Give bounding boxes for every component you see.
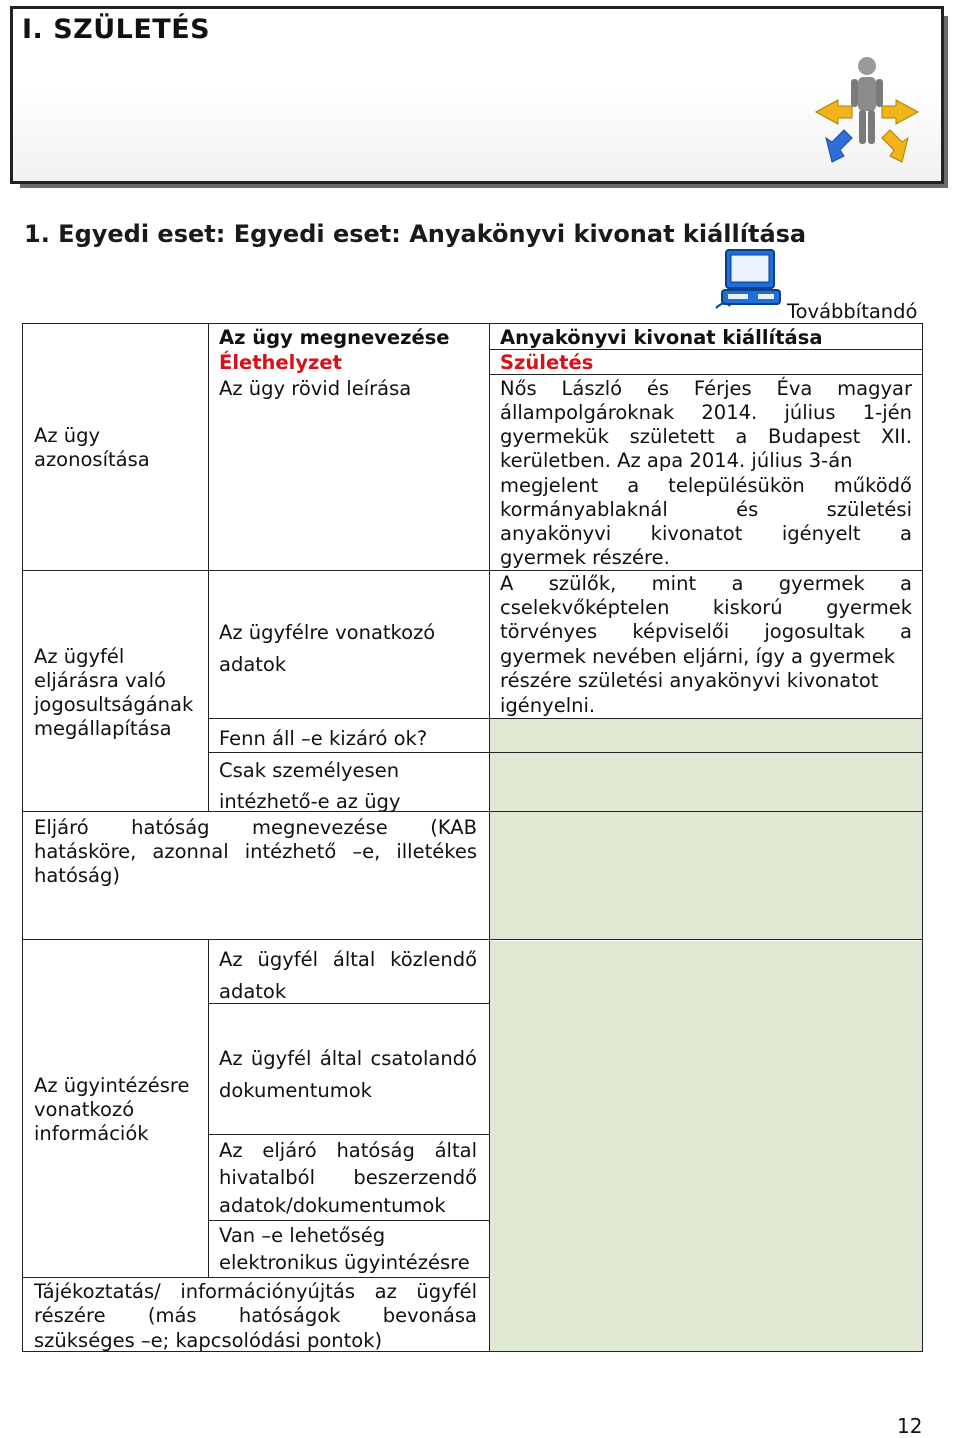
case-description-line1: Nős László és Férjes Éva magyar <box>500 377 912 400</box>
case-description-line5: megjelent a településükön működő <box>500 474 912 497</box>
answer-cell-authority <box>490 812 922 939</box>
group-label-procedure-line2: vonatkozó <box>34 1098 135 1121</box>
case-description-line2: állampolgároknak 2014. július 1-jén <box>500 401 912 424</box>
authority-label-line3: hatóság) <box>34 864 120 887</box>
case-name-label: Az ügy megnevezése <box>219 326 450 349</box>
group-label-procedure-line1: Az ügyintézésre <box>34 1074 190 1097</box>
group-label-case-id-line2: azonosítása <box>34 448 150 471</box>
section-heading: 1. Egyedi eset: Egyedi eset: Anyakönyvi kivonat kiállítása <box>24 220 807 248</box>
chapter-title: I. SZÜLETÉS <box>22 14 211 45</box>
client-data-line2: cselekvőképtelen kiskorú gyermek <box>500 596 912 619</box>
client-data-line3: törvényes képviselői jogosultak a <box>500 620 912 643</box>
answer-cell-procedure-info <box>490 941 922 1351</box>
case-description-line7: anyakönyvi kivonatot igényelt a <box>500 522 912 545</box>
case-description-line4: kerületben. Az apa 2014. július 3-án <box>500 449 853 472</box>
computer-terminal-icon <box>712 246 784 316</box>
client-data-line6: igényelni. <box>500 694 596 717</box>
personal-only-label-line1: Csak személyesen <box>219 759 400 782</box>
page-number: 12 <box>897 1414 923 1438</box>
person-at-crossroads-arrows-icon <box>808 50 926 168</box>
client-data-line4: gyermek nevében eljárni, így a gyermek <box>500 645 896 668</box>
client-provided-data-label-line2: adatok <box>219 980 287 1003</box>
client-data-line5: részére születési anyakönyvi kivonatot <box>500 669 879 692</box>
group-label-procedure-line3: információk <box>34 1122 149 1145</box>
client-data-label-line1: Az ügyfélre vonatkozó <box>219 621 436 644</box>
officially-obtained-label-line1: Az eljáró hatóság által <box>219 1139 477 1162</box>
case-description-line3: gyermekük született a Budapest XII. <box>500 425 912 448</box>
officially-obtained-label-line2: hivatalból beszerzendő <box>219 1166 477 1189</box>
group-label-client-line4: megállapítása <box>34 717 172 740</box>
life-situation-value: Születés <box>500 351 594 374</box>
answer-cell-personal <box>490 753 922 811</box>
information-label-line2: részére (más hatóságok bevonása <box>34 1304 477 1327</box>
case-description-label: Az ügy rövid leírása <box>219 377 412 400</box>
electronic-option-label-line1: Van –e lehetőség <box>219 1224 386 1247</box>
case-description-line8: gyermek részére. <box>500 546 670 569</box>
group-label-client-line1: Az ügyfél <box>34 645 125 668</box>
case-description-line6: kormányablaknál és születési <box>500 498 912 521</box>
group-label-client-line2: eljárásra való <box>34 669 166 692</box>
life-situation-label: Élethelyzet <box>219 351 342 374</box>
information-label-line1: Tájékoztatás/ információnyújtás az ügyfél <box>34 1280 477 1303</box>
electronic-option-label-line2: elektronikus ügyintézésre <box>219 1251 470 1274</box>
group-label-client-line3: jogosultságának <box>34 693 194 716</box>
group-label-case-id-line1: Az ügy <box>34 424 101 447</box>
attached-documents-label-line2: dokumentumok <box>219 1079 372 1102</box>
case-name-value: Anyakönyvi kivonat kiállítása <box>500 326 823 349</box>
information-label-line3: szükséges –e; kapcsolódási pontok) <box>34 1329 383 1352</box>
officially-obtained-label-line3: adatok/dokumentumok <box>219 1194 446 1217</box>
authority-label-line1: Eljáró hatóság megnevezése (KAB <box>34 816 477 839</box>
answer-cell-excluded <box>490 718 922 752</box>
attached-documents-label-line1: Az ügyfél által csatolandó <box>219 1047 477 1070</box>
client-data-label-line2: adatok <box>219 653 287 676</box>
authority-label-line2: hatásköre, azonnal intézhető –e, illetékes <box>34 840 477 863</box>
client-provided-data-label-line1: Az ügyfél által közlendő <box>219 948 477 971</box>
personal-only-label-line2: intézhető-e az ügy <box>219 790 401 813</box>
client-data-line1: A szülők, mint a gyermek a <box>500 572 912 595</box>
exclusion-label: Fenn áll –e kizáró ok? <box>219 727 428 750</box>
forward-label: Továbbítandó <box>787 300 918 323</box>
